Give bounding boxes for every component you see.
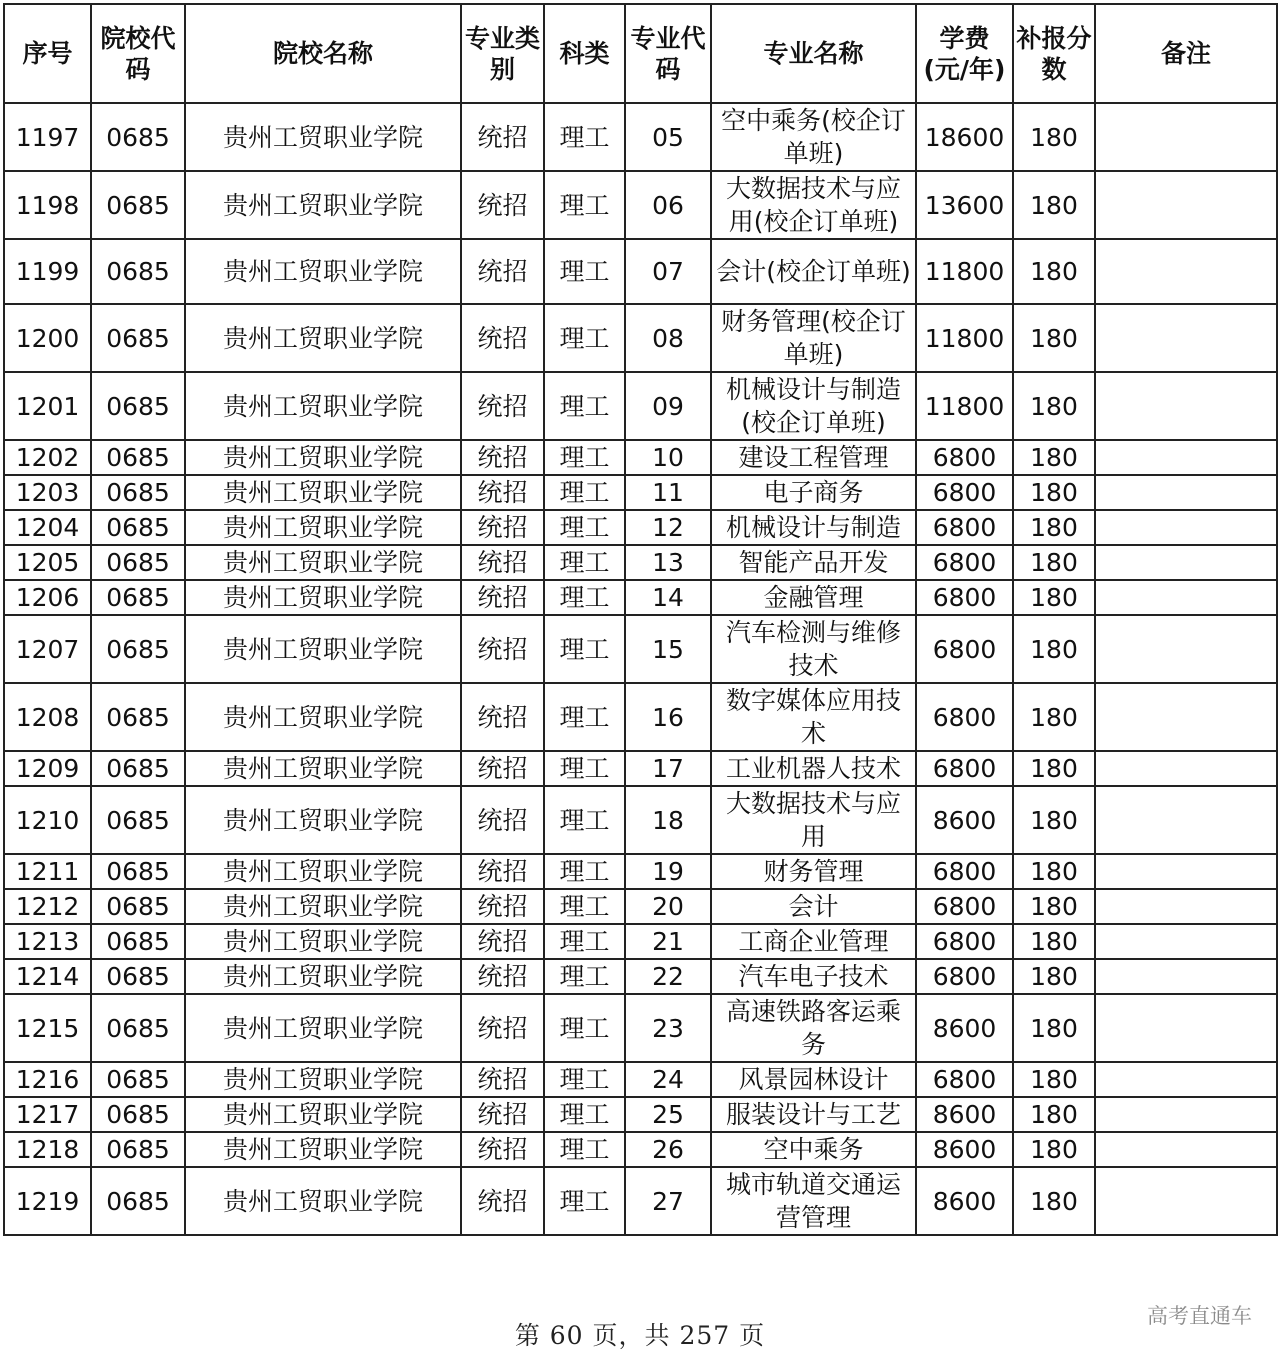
cell-major-code: 26 [625,1132,711,1167]
cell-seq: 1200 [4,304,91,372]
table-row [4,372,1277,440]
cell-subject: 理工 [544,751,625,786]
page-number: 第 60 页，共 257 页 [514,1321,766,1350]
cell-major-name: 城市轨道交通运营管理 [711,1167,916,1235]
cell-school-name: 贵州工贸职业学院 [185,304,461,372]
cell-tuition: 6800 [916,924,1013,959]
table-body [4,103,1277,1235]
cell-school-code: 0685 [91,580,185,615]
cell-seq: 1207 [4,615,91,683]
cell-major-category: 统招 [461,924,544,959]
cell-major-name: 建设工程管理 [711,440,916,475]
cell-major-category: 统招 [461,580,544,615]
cell-school-code: 0685 [91,475,185,510]
table-row [4,959,1277,994]
cell-supplement-score: 180 [1013,372,1095,440]
cell-seq: 1197 [4,103,91,171]
cell-seq: 1218 [4,1132,91,1167]
table-row [4,1167,1277,1235]
cell-subject: 理工 [544,889,625,924]
cell-school-code: 0685 [91,545,185,580]
cell-note [1095,889,1277,924]
cell-note [1095,751,1277,786]
cell-major-code: 23 [625,994,711,1062]
cell-school-code: 0685 [91,889,185,924]
cell-major-code: 06 [625,171,711,239]
cell-seq: 1205 [4,545,91,580]
table-row [4,171,1277,239]
cell-tuition: 6800 [916,615,1013,683]
cell-tuition: 6800 [916,440,1013,475]
cell-supplement-score: 180 [1013,304,1095,372]
cell-seq: 1199 [4,239,91,304]
cell-tuition: 8600 [916,1097,1013,1132]
cell-subject: 理工 [544,854,625,889]
cell-major-code: 25 [625,1097,711,1132]
cell-school-name: 贵州工贸职业学院 [185,171,461,239]
cell-note [1095,304,1277,372]
cell-tuition: 18600 [916,103,1013,171]
cell-supplement-score: 180 [1013,1062,1095,1097]
cell-major-name: 财务管理 [711,854,916,889]
cell-supplement-score: 180 [1013,854,1095,889]
cell-school-code: 0685 [91,1097,185,1132]
cell-major-name: 汽车电子技术 [711,959,916,994]
cell-tuition: 11800 [916,372,1013,440]
cell-major-name: 工商企业管理 [711,924,916,959]
cell-major-category: 统招 [461,1062,544,1097]
cell-supplement-score: 180 [1013,1132,1095,1167]
cell-major-name: 金融管理 [711,580,916,615]
cell-major-category: 统招 [461,786,544,854]
cell-subject: 理工 [544,1062,625,1097]
header-major-category: 专业类别 [461,4,544,103]
cell-seq: 1216 [4,1062,91,1097]
cell-major-code: 05 [625,103,711,171]
cell-subject: 理工 [544,440,625,475]
cell-school-code: 0685 [91,786,185,854]
cell-subject: 理工 [544,1132,625,1167]
cell-school-name: 贵州工贸职业学院 [185,786,461,854]
cell-subject: 理工 [544,994,625,1062]
cell-seq: 1210 [4,786,91,854]
cell-note [1095,171,1277,239]
cell-school-code: 0685 [91,1167,185,1235]
cell-tuition: 6800 [916,854,1013,889]
cell-school-name: 贵州工贸职业学院 [185,475,461,510]
cell-seq: 1203 [4,475,91,510]
cell-seq: 1215 [4,994,91,1062]
cell-note [1095,510,1277,545]
cell-major-name: 机械设计与制造(校企订单班) [711,372,916,440]
cell-note [1095,1132,1277,1167]
cell-major-name: 会计 [711,889,916,924]
cell-major-code: 20 [625,889,711,924]
cell-tuition: 11800 [916,304,1013,372]
cell-school-name: 贵州工贸职业学院 [185,924,461,959]
cell-school-name: 贵州工贸职业学院 [185,683,461,751]
cell-major-category: 统招 [461,103,544,171]
cell-school-name: 贵州工贸职业学院 [185,889,461,924]
cell-tuition: 6800 [916,751,1013,786]
cell-major-category: 统招 [461,171,544,239]
cell-supplement-score: 180 [1013,994,1095,1062]
cell-tuition: 6800 [916,580,1013,615]
cell-school-name: 贵州工贸职业学院 [185,1167,461,1235]
cell-school-code: 0685 [91,171,185,239]
table-row [4,510,1277,545]
cell-major-code: 18 [625,786,711,854]
table-row [4,103,1277,171]
cell-school-code: 0685 [91,615,185,683]
cell-major-category: 统招 [461,683,544,751]
header-supplement-score: 补报分数 [1013,4,1095,103]
cell-note [1095,239,1277,304]
table-header-row [4,4,1277,103]
cell-school-code: 0685 [91,440,185,475]
cell-seq: 1217 [4,1097,91,1132]
cell-school-name: 贵州工贸职业学院 [185,751,461,786]
cell-supplement-score: 180 [1013,103,1095,171]
cell-major-code: 16 [625,683,711,751]
cell-major-code: 14 [625,580,711,615]
cell-subject: 理工 [544,475,625,510]
cell-major-name: 服装设计与工艺 [711,1097,916,1132]
header-school-name: 院校名称 [185,4,461,103]
cell-supplement-score: 180 [1013,1167,1095,1235]
cell-subject: 理工 [544,615,625,683]
cell-major-name: 高速铁路客运乘务 [711,994,916,1062]
cell-major-category: 统招 [461,1097,544,1132]
cell-major-code: 11 [625,475,711,510]
cell-school-name: 贵州工贸职业学院 [185,103,461,171]
cell-school-name: 贵州工贸职业学院 [185,372,461,440]
cell-school-name: 贵州工贸职业学院 [185,580,461,615]
cell-major-category: 统招 [461,510,544,545]
cell-school-code: 0685 [91,372,185,440]
cell-major-code: 09 [625,372,711,440]
header-tuition: 学费(元/年) [916,4,1013,103]
table-row [4,1132,1277,1167]
cell-seq: 1201 [4,372,91,440]
cell-supplement-score: 180 [1013,683,1095,751]
cell-seq: 1214 [4,959,91,994]
table-row [4,440,1277,475]
cell-seq: 1198 [4,171,91,239]
cell-note [1095,1097,1277,1132]
table-row [4,854,1277,889]
cell-major-category: 统招 [461,239,544,304]
cell-major-name: 大数据技术与应用(校企订单班) [711,171,916,239]
cell-major-code: 17 [625,751,711,786]
cell-subject: 理工 [544,510,625,545]
cell-supplement-score: 180 [1013,475,1095,510]
table-row [4,751,1277,786]
cell-subject: 理工 [544,239,625,304]
cell-note [1095,786,1277,854]
cell-supplement-score: 180 [1013,239,1095,304]
cell-supplement-score: 180 [1013,171,1095,239]
cell-major-code: 12 [625,510,711,545]
table-row [4,615,1277,683]
header-major-code: 专业代码 [625,4,711,103]
cell-note [1095,103,1277,171]
admission-table [3,3,1278,1236]
cell-subject: 理工 [544,1097,625,1132]
cell-school-code: 0685 [91,924,185,959]
cell-major-code: 24 [625,1062,711,1097]
cell-note [1095,1062,1277,1097]
cell-note [1095,545,1277,580]
cell-major-category: 统招 [461,475,544,510]
cell-note [1095,994,1277,1062]
cell-supplement-score: 180 [1013,510,1095,545]
cell-seq: 1204 [4,510,91,545]
cell-seq: 1202 [4,440,91,475]
cell-major-code: 10 [625,440,711,475]
table-row [4,545,1277,580]
cell-subject: 理工 [544,959,625,994]
cell-major-name: 电子商务 [711,475,916,510]
cell-school-name: 贵州工贸职业学院 [185,854,461,889]
header-subject: 科类 [544,4,625,103]
cell-major-name: 会计(校企订单班) [711,239,916,304]
cell-tuition: 6800 [916,510,1013,545]
cell-school-name: 贵州工贸职业学院 [185,994,461,1062]
cell-subject: 理工 [544,786,625,854]
cell-major-name: 空中乘务(校企订单班) [711,103,916,171]
cell-subject: 理工 [544,103,625,171]
cell-major-category: 统招 [461,889,544,924]
cell-seq: 1212 [4,889,91,924]
cell-major-name: 数字媒体应用技术 [711,683,916,751]
header-seq: 序号 [4,4,91,103]
cell-subject: 理工 [544,372,625,440]
cell-major-category: 统招 [461,1167,544,1235]
cell-note [1095,1167,1277,1235]
cell-school-code: 0685 [91,1062,185,1097]
cell-tuition: 6800 [916,545,1013,580]
cell-school-code: 0685 [91,751,185,786]
header-school-code: 院校代码 [91,4,185,103]
cell-major-category: 统招 [461,372,544,440]
cell-supplement-score: 180 [1013,615,1095,683]
watermark: 高考直通车 [1147,1304,1252,1328]
cell-major-name: 工业机器人技术 [711,751,916,786]
cell-seq: 1213 [4,924,91,959]
cell-subject: 理工 [544,545,625,580]
cell-school-name: 贵州工贸职业学院 [185,239,461,304]
table-row [4,239,1277,304]
cell-major-name: 汽车检测与维修技术 [711,615,916,683]
table-row [4,924,1277,959]
cell-school-code: 0685 [91,683,185,751]
cell-supplement-score: 180 [1013,545,1095,580]
cell-tuition: 6800 [916,1062,1013,1097]
cell-subject: 理工 [544,1167,625,1235]
cell-note [1095,959,1277,994]
cell-supplement-score: 180 [1013,889,1095,924]
cell-major-code: 13 [625,545,711,580]
cell-school-code: 0685 [91,994,185,1062]
cell-tuition: 8600 [916,1167,1013,1235]
cell-major-name: 大数据技术与应用 [711,786,916,854]
cell-note [1095,854,1277,889]
cell-major-code: 07 [625,239,711,304]
cell-major-code: 15 [625,615,711,683]
cell-major-category: 统招 [461,994,544,1062]
cell-major-category: 统招 [461,615,544,683]
cell-major-code: 27 [625,1167,711,1235]
cell-tuition: 6800 [916,889,1013,924]
cell-subject: 理工 [544,580,625,615]
cell-school-code: 0685 [91,854,185,889]
cell-subject: 理工 [544,171,625,239]
table-row [4,304,1277,372]
cell-tuition: 11800 [916,239,1013,304]
cell-school-name: 贵州工贸职业学院 [185,545,461,580]
cell-major-category: 统招 [461,304,544,372]
cell-major-code: 21 [625,924,711,959]
cell-subject: 理工 [544,304,625,372]
header-note: 备注 [1095,4,1277,103]
table-row [4,786,1277,854]
table-row [4,889,1277,924]
cell-tuition: 13600 [916,171,1013,239]
cell-major-name: 风景园林设计 [711,1062,916,1097]
cell-major-category: 统招 [461,1132,544,1167]
cell-school-name: 贵州工贸职业学院 [185,440,461,475]
cell-supplement-score: 180 [1013,1097,1095,1132]
table-row [4,1097,1277,1132]
cell-tuition: 8600 [916,994,1013,1062]
cell-supplement-score: 180 [1013,580,1095,615]
cell-seq: 1211 [4,854,91,889]
cell-note [1095,683,1277,751]
cell-major-category: 统招 [461,440,544,475]
cell-note [1095,580,1277,615]
cell-major-name: 空中乘务 [711,1132,916,1167]
cell-subject: 理工 [544,683,625,751]
header-major-name: 专业名称 [711,4,916,103]
cell-school-code: 0685 [91,959,185,994]
cell-seq: 1219 [4,1167,91,1235]
cell-tuition: 8600 [916,786,1013,854]
cell-note [1095,440,1277,475]
cell-school-code: 0685 [91,510,185,545]
cell-note [1095,372,1277,440]
cell-note [1095,924,1277,959]
cell-supplement-score: 180 [1013,751,1095,786]
cell-school-name: 贵州工贸职业学院 [185,615,461,683]
cell-school-name: 贵州工贸职业学院 [185,510,461,545]
cell-seq: 1206 [4,580,91,615]
cell-seq: 1209 [4,751,91,786]
cell-school-code: 0685 [91,103,185,171]
table-row [4,1062,1277,1097]
cell-seq: 1208 [4,683,91,751]
cell-tuition: 6800 [916,475,1013,510]
cell-school-code: 0685 [91,239,185,304]
table-row [4,580,1277,615]
table-row [4,683,1277,751]
cell-supplement-score: 180 [1013,959,1095,994]
cell-major-name: 智能产品开发 [711,545,916,580]
cell-subject: 理工 [544,924,625,959]
cell-major-category: 统招 [461,751,544,786]
cell-major-code: 08 [625,304,711,372]
cell-school-name: 贵州工贸职业学院 [185,1062,461,1097]
cell-supplement-score: 180 [1013,440,1095,475]
cell-tuition: 6800 [916,683,1013,751]
cell-note [1095,615,1277,683]
cell-supplement-score: 180 [1013,924,1095,959]
cell-major-category: 统招 [461,854,544,889]
cell-school-code: 0685 [91,1132,185,1167]
cell-major-name: 财务管理(校企订单班) [711,304,916,372]
cell-school-name: 贵州工贸职业学院 [185,1132,461,1167]
cell-tuition: 6800 [916,959,1013,994]
cell-tuition: 8600 [916,1132,1013,1167]
cell-major-code: 22 [625,959,711,994]
cell-major-category: 统招 [461,959,544,994]
cell-note [1095,475,1277,510]
cell-school-code: 0685 [91,304,185,372]
table-row [4,475,1277,510]
table-row [4,994,1277,1062]
cell-major-category: 统招 [461,545,544,580]
cell-supplement-score: 180 [1013,786,1095,854]
cell-school-name: 贵州工贸职业学院 [185,959,461,994]
cell-school-name: 贵州工贸职业学院 [185,1097,461,1132]
cell-major-name: 机械设计与制造 [711,510,916,545]
cell-major-code: 19 [625,854,711,889]
